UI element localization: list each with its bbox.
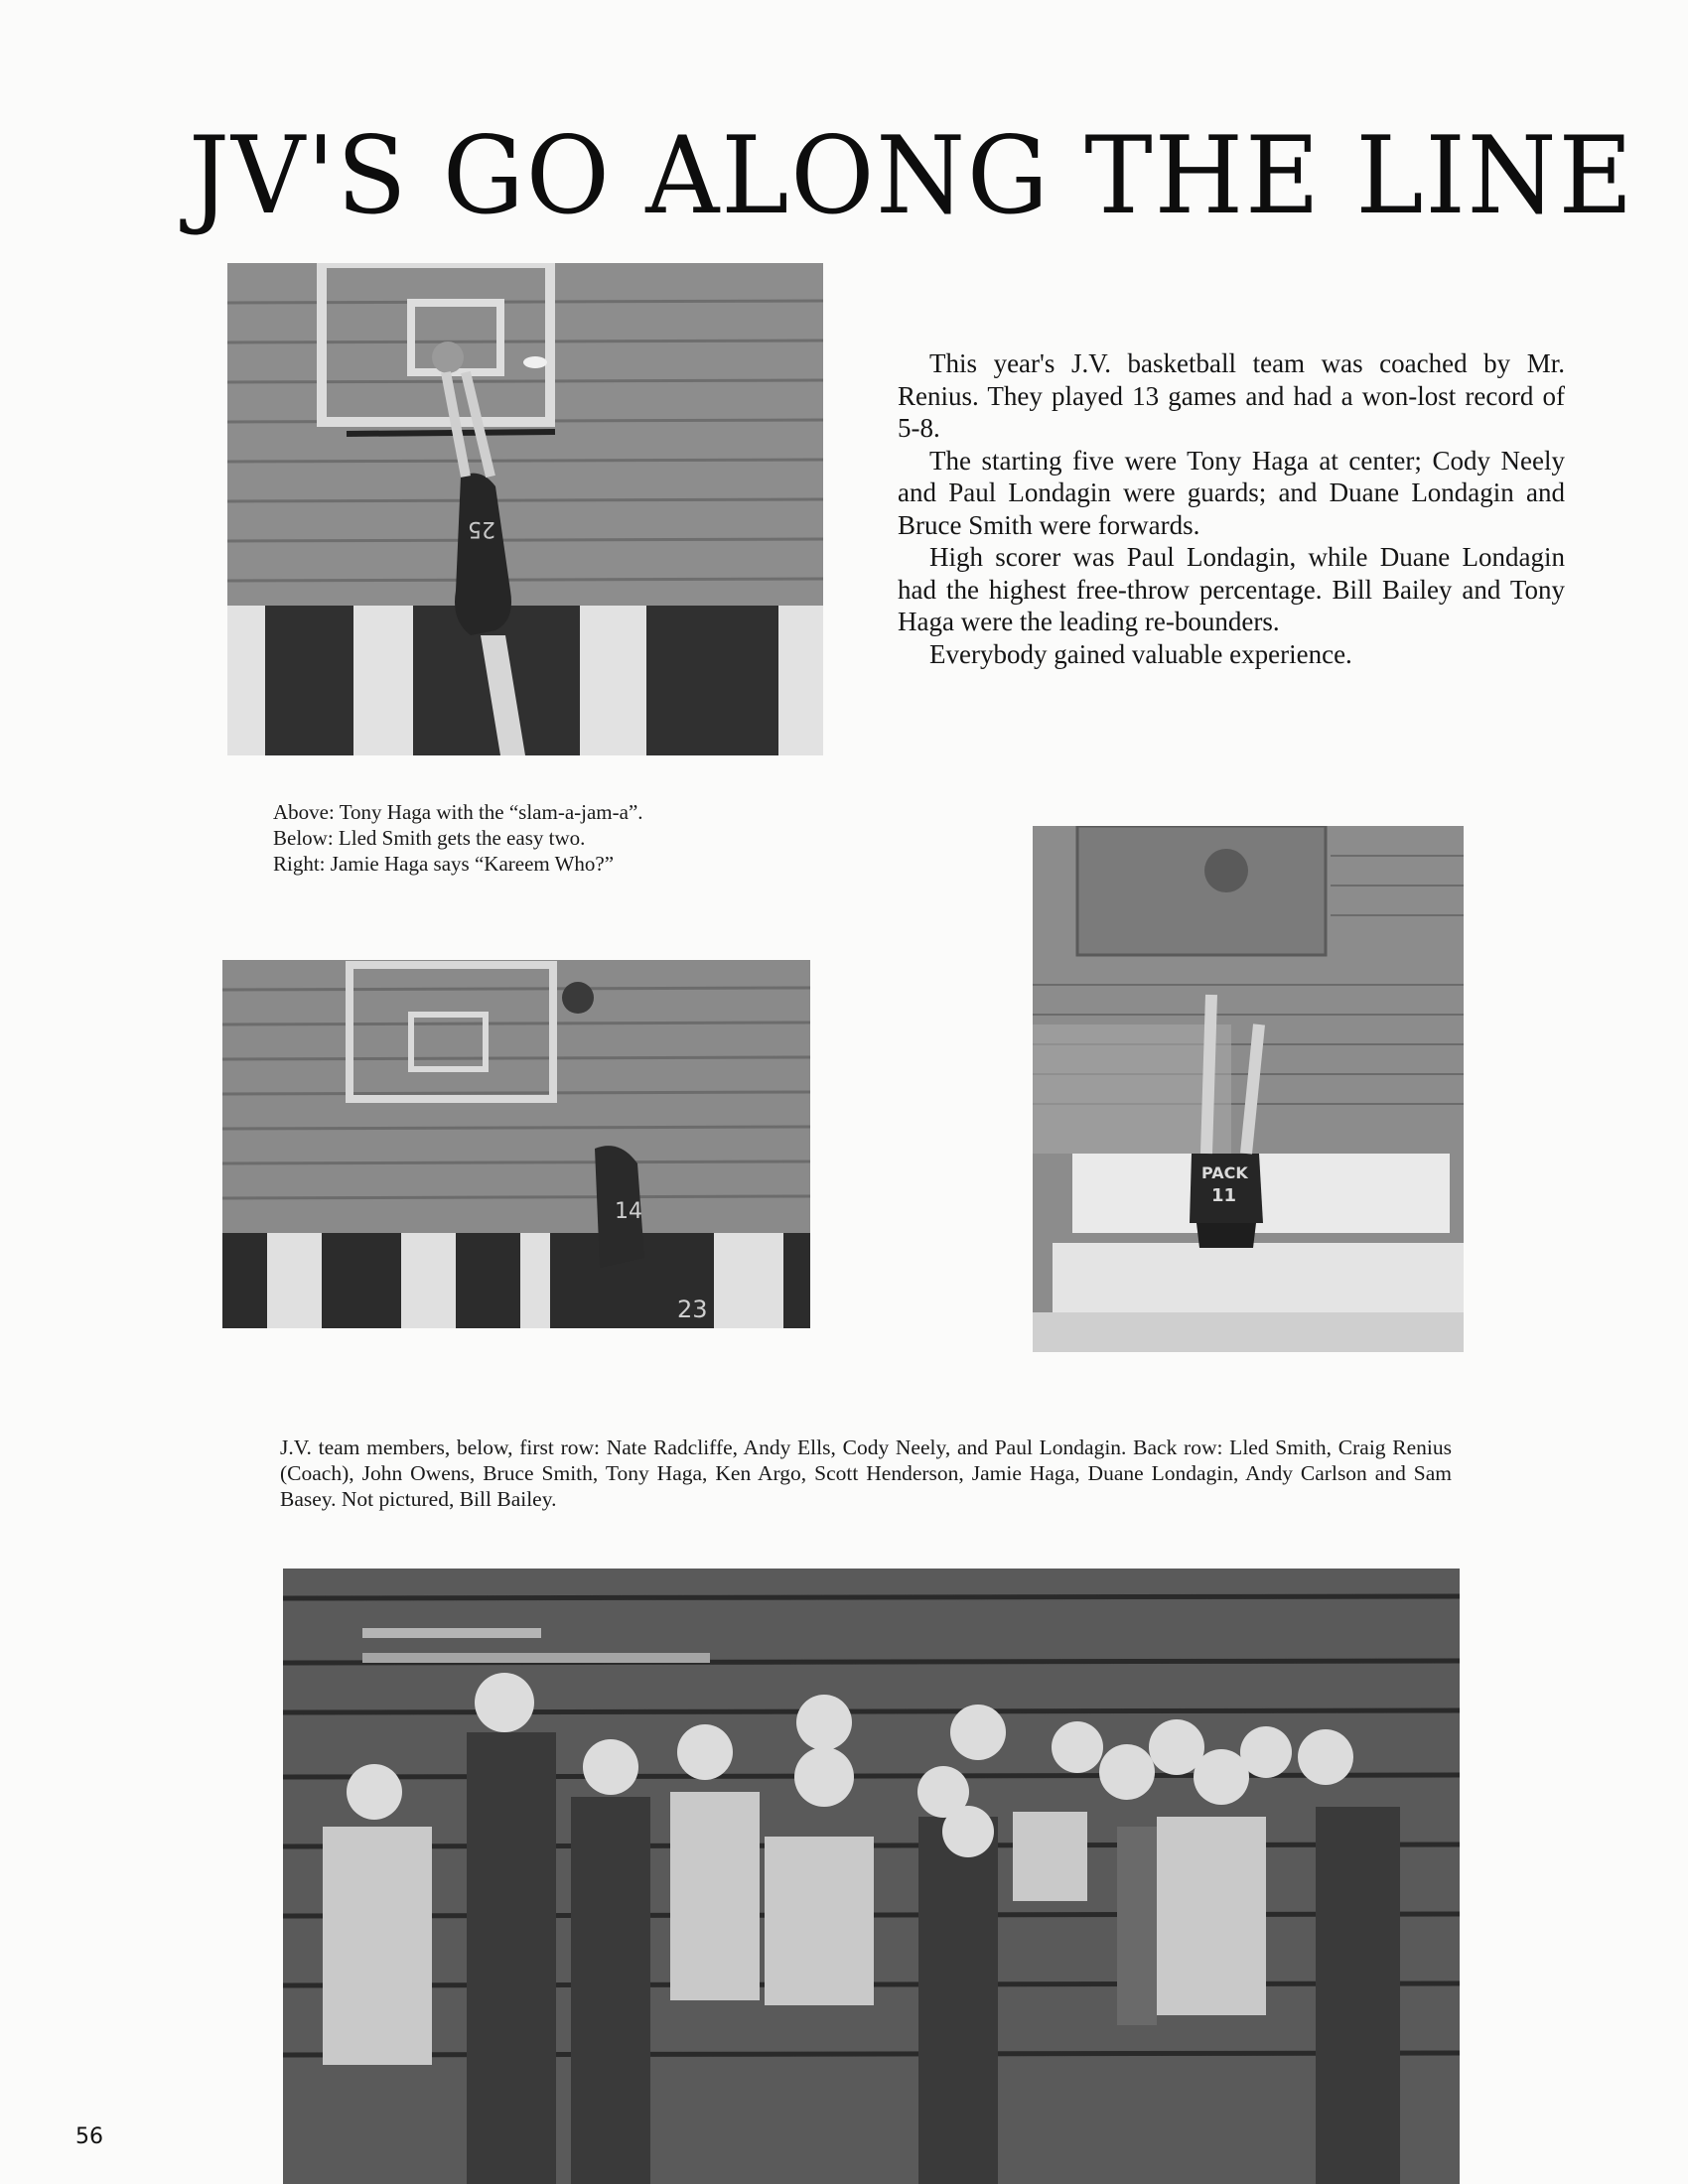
jersey-number: 23	[677, 1296, 708, 1323]
article-body	[898, 347, 1565, 670]
photo-layup	[222, 960, 810, 1328]
article-paragraph: Everybody gained valuable experience.	[929, 638, 1352, 669]
page-title: JV'S GO ALONG THE LINE	[189, 114, 1635, 238]
jersey-number: 25	[468, 516, 495, 541]
jersey-number: 14	[615, 1199, 642, 1224]
page-number: 56	[75, 2124, 103, 2149]
caption-line: Above: Tony Haga with the “slam-a-jam-a”.	[273, 800, 643, 824]
action-photos-caption	[273, 799, 789, 877]
photo-dunk	[227, 263, 823, 755]
photo-team	[283, 1569, 1460, 2184]
article-paragraph: The starting five were Tony Haga at center; Cody Neely and Paul Londagin were guards; and Duane Londagin and Bruce Smith were forwards.	[898, 445, 1565, 540]
team-photo-caption: J.V. team members, below, first row: Nate Radcliffe, Andy Ells, Cody Neely, and Paul Londagin. Back row: Lled Smith, Craig Renius (Coach), John Owens, Bruce Smith, Tony Haga, Ken Argo, Scott Henderson, Jamie Haga, Duane Londagin, Andy Carlson and Sam Basey. Not pictured, Bill Bailey.	[280, 1435, 1452, 1511]
article-paragraph: This year's J.V. basketball team was coached by Mr. Renius. They played 13 games and had a won-lost record of 5-8.	[898, 348, 1565, 443]
article-paragraph: High scorer was Paul Londagin, while Duane Londagin had the highest free-throw percentage. Bill Bailey and Tony Haga were the leading re-bounders.	[898, 542, 1565, 636]
jersey-number: 11	[1211, 1185, 1237, 1206]
caption-line: Below: Lled Smith gets the easy two.	[273, 826, 586, 850]
jersey-text: PACK	[1201, 1163, 1248, 1182]
caption-line: Right: Jamie Haga says “Kareem Who?”	[273, 852, 615, 876]
photo-free-throw	[1033, 826, 1464, 1352]
